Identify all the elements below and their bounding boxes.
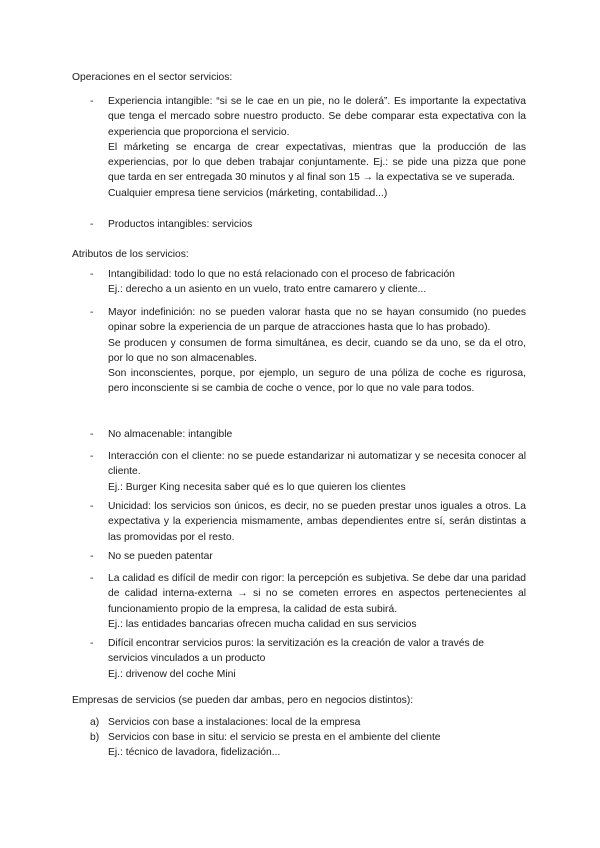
item-paragraph: Intangibilidad: todo lo que no está relacionado con el proceso de fabricación	[108, 269, 455, 280]
list-marker: -	[90, 96, 94, 107]
item-paragraph: Ej.: las entidades bancarias ofrecen mucha calidad en sus servicios	[108, 618, 417, 630]
item-paragraph: Experiencia intangible: “si se le cae en un pie, no le dolerá”. Es importante la expectativa que tenga el mercado sobre nuestro producto. Se debe comparar esta expectativa con la experiencia que proporciona el servicio.	[108, 96, 526, 138]
list-marker: a)	[90, 717, 100, 728]
list-item-productos-intangibles	[90, 217, 526, 232]
item-paragraph: Servicios con base in situ: el servicio se presta en el ambiente del cliente	[108, 732, 441, 743]
item-paragraph: Ej.: drivenow del coche Mini	[108, 668, 236, 680]
list-item-base-instalaciones	[90, 715, 526, 730]
item-paragraph: Ej.: técnico de lavadora, fidelización...	[108, 747, 281, 759]
list-item-intangibilidad	[90, 267, 526, 298]
item-paragraph: Unicidad: los servicios son únicos, es decir, no se pueden prestar unos iguales a otros. La expectativa y la experiencia mismamente, ambas dependientes entre sí, serán distintas a las promovidas por el resto.	[108, 501, 526, 543]
item-paragraph: Mayor indefinición: no se pueden valorar hasta que no se hayan consumido (no puedes opinar sobre la experiencia de un parque de atracciones hasta que lo has probado).	[108, 307, 526, 334]
item-paragraph: El márketing se encarga de crear expectativas, mientras que la producción de las experiencias, por lo que deben trabajar conjuntamente. Ej.: se pide una pizza que pone que tarda en ser entregada 30 minutos y al final son 15 → la expectativa se ve superada.	[108, 141, 526, 184]
section-heading-atributos: Atributos de los servicios:	[72, 249, 189, 260]
item-paragraph: Cualquier empresa tiene servicios (márketing, contabilidad...)	[108, 187, 388, 199]
list-item-base-in-situ	[90, 730, 526, 761]
list-marker: -	[90, 501, 94, 512]
list-item-mayor-indefinicion	[90, 305, 526, 397]
item-paragraph: Productos intangibles: servicios	[108, 219, 253, 230]
section-heading-empresas: Empresas de servicios (se pueden dar ambas, pero en negocios distintos):	[72, 695, 414, 706]
section-heading-operaciones: Operaciones en el sector servicios:	[72, 72, 233, 83]
item-paragraph: No se pueden patentar	[108, 551, 213, 562]
item-paragraph: Ej.: derecho a un asiento en un vuelo, trato entre camarero y cliente...	[108, 284, 427, 296]
list-marker: -	[90, 429, 94, 440]
item-paragraph: Ej.: Burger King necesita saber qué es lo que quieren los clientes	[108, 481, 406, 493]
item-paragraph: La calidad es difícil de medir con rigor: la percepción es subjetiva. Se debe dar una paridad de calidad interna-externa → si no se cometen errores en aspectos pertenecientes al funcionamiento propio de la empresa, la calidad de esta subirá.	[108, 573, 526, 615]
list-item-experiencia-intangible	[90, 94, 526, 201]
item-paragraph: Difícil encontrar servicios puros: la servitización es la creación de valor a través de servicios vinculados a un producto	[108, 638, 484, 665]
list-item-unicidad	[90, 499, 526, 545]
list-item-interaccion-cliente	[90, 449, 526, 495]
item-paragraph: Interacción con el cliente: no se puede estandarizar ni automatizar y se necesita conocer al cliente.	[108, 451, 526, 478]
list-marker: -	[90, 573, 94, 584]
item-paragraph: Son inconscientes, porque, por ejemplo, un seguro de una póliza de coche es rigurosa, pero inconsciente si se cambia de coche o vence, por lo que no vale para todos.	[108, 368, 526, 395]
list-marker: -	[90, 307, 94, 318]
list-marker: -	[90, 269, 94, 280]
list-marker: b)	[90, 732, 100, 743]
list-marker: -	[90, 219, 94, 230]
list-item-no-almacenable	[90, 427, 526, 442]
item-paragraph: Servicios con base a instalaciones: local de la empresa	[108, 717, 361, 728]
list-item-calidad	[90, 571, 526, 632]
list-item-servicios-puros	[90, 636, 526, 682]
list-marker: -	[90, 638, 94, 649]
list-marker: -	[90, 451, 94, 462]
list-item-no-patentar	[90, 549, 526, 564]
list-marker: -	[90, 551, 94, 562]
item-paragraph: No almacenable: intangible	[108, 429, 233, 440]
item-paragraph: Se producen y consumen de forma simultánea, es decir, cuando se da uno, se da el otro, por lo que no son almacenables.	[108, 337, 526, 364]
